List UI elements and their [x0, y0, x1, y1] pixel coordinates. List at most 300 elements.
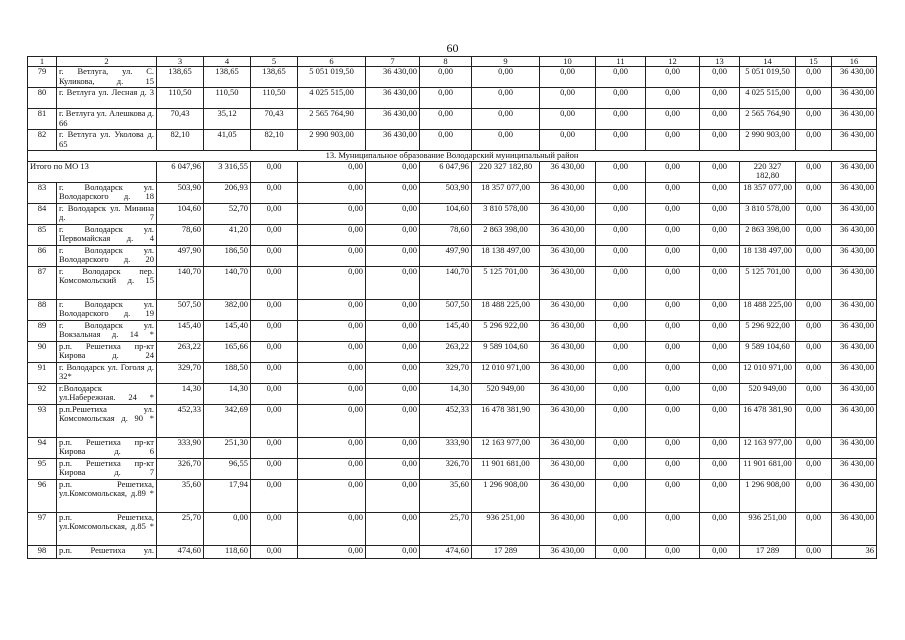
value-cell-col-15: 0,00: [796, 203, 832, 224]
value-cell-col-6: 0,00: [298, 404, 366, 437]
column-number: 9: [472, 57, 540, 67]
value-cell-col-11: 0,00: [596, 479, 646, 512]
value-cell-col-8: 14,30: [420, 383, 472, 404]
value-cell-col-9: 2 863 398,00: [472, 224, 540, 245]
table-row: [28, 383, 877, 404]
value-cell-col-12: 0,00: [646, 479, 700, 512]
value-cell-col-8: 0,00: [420, 67, 472, 88]
column-number: 7: [366, 57, 420, 67]
value-cell-col-3: 503,90: [157, 182, 204, 203]
value-cell-col-13: 0,00: [700, 404, 740, 437]
value-cell-col-11: 0,00: [596, 182, 646, 203]
row-number: 88: [28, 299, 57, 320]
value-cell-col-6: 0,00: [298, 245, 366, 266]
value-cell-col-9: 17 289: [472, 545, 540, 558]
value-cell-col-5: 0,00: [251, 437, 298, 458]
value-cell-col-15: 0,00: [796, 109, 832, 130]
column-number: 5: [251, 57, 298, 67]
value-cell-col-14: 18 357 077,00: [740, 182, 796, 203]
value-cell-col-12: 0,00: [646, 67, 700, 88]
value-cell-col-16: 36 430,00: [832, 512, 877, 545]
value-cell-col-11: 0,00: [596, 203, 646, 224]
table-row: [28, 362, 877, 383]
value-cell-col-11: 0,00: [596, 299, 646, 320]
value-cell-col-11: 0,00: [596, 88, 646, 109]
value-cell-col-16: 36 430,00: [832, 383, 877, 404]
column-number: 11: [596, 57, 646, 67]
value-cell-col-10: 36 430,00: [540, 383, 596, 404]
value-cell-col-10: 36 430,00: [540, 437, 596, 458]
value-cell-col-5: 138,65: [251, 67, 298, 88]
value-cell-col-10: 36 430,00: [540, 320, 596, 341]
address-cell: г. Ветлуга ул. Лесная д. 3: [57, 88, 157, 109]
value-cell-col-13: 0,00: [700, 458, 740, 479]
value-cell-col-14: 1 296 908,00: [740, 479, 796, 512]
value-cell-col-3: 14,30: [157, 383, 204, 404]
total-cell: 0,00: [596, 161, 646, 182]
value-cell-col-16: 36 430,00: [832, 203, 877, 224]
table-row: [28, 299, 877, 320]
value-cell-col-16: 36 430,00: [832, 130, 877, 151]
value-cell-col-15: 0,00: [796, 67, 832, 88]
value-cell-col-4: 251,30: [204, 437, 251, 458]
column-number: 3: [157, 57, 204, 67]
value-cell-col-15: 0,00: [796, 320, 832, 341]
total-cell: 220 327 182,80: [472, 161, 540, 182]
value-cell-col-11: 0,00: [596, 245, 646, 266]
value-cell-col-5: 0,00: [251, 224, 298, 245]
value-cell-col-11: 0,00: [596, 512, 646, 545]
column-number: 14: [740, 57, 796, 67]
value-cell-col-3: 145,40: [157, 320, 204, 341]
value-cell-col-8: 25,70: [420, 512, 472, 545]
value-cell-col-15: 0,00: [796, 362, 832, 383]
row-number: 98: [28, 545, 57, 558]
value-cell-col-6: 0,00: [298, 320, 366, 341]
value-cell-col-9: 0,00: [472, 88, 540, 109]
value-cell-col-13: 0,00: [700, 67, 740, 88]
value-cell-col-7: 0,00: [366, 266, 420, 299]
value-cell-col-6: 0,00: [298, 545, 366, 558]
value-cell-col-15: 0,00: [796, 545, 832, 558]
row-number: 93: [28, 404, 57, 437]
value-cell-col-13: 0,00: [700, 545, 740, 558]
value-cell-col-12: 0,00: [646, 362, 700, 383]
table-row: [28, 67, 877, 88]
value-cell-col-11: 0,00: [596, 458, 646, 479]
value-cell-col-6: 0,00: [298, 362, 366, 383]
value-cell-col-7: 0,00: [366, 182, 420, 203]
value-cell-col-7: 36 430,00: [366, 130, 420, 151]
value-cell-col-7: 0,00: [366, 320, 420, 341]
value-cell-col-14: 3 810 578,00: [740, 203, 796, 224]
value-cell-col-4: 35,12: [204, 109, 251, 130]
value-cell-col-14: 5 296 922,00: [740, 320, 796, 341]
total-cell: 0,00: [366, 161, 420, 182]
value-cell-col-14: 9 589 104,60: [740, 341, 796, 362]
table-row: [28, 341, 877, 362]
value-cell-col-6: 0,00: [298, 437, 366, 458]
value-cell-col-13: 0,00: [700, 203, 740, 224]
column-number: 10: [540, 57, 596, 67]
value-cell-col-6: 0,00: [298, 479, 366, 512]
value-cell-col-10: 36 430,00: [540, 299, 596, 320]
value-cell-col-6: 0,00: [298, 458, 366, 479]
value-cell-col-4: 342,69: [204, 404, 251, 437]
value-cell-col-14: 4 025 515,00: [740, 88, 796, 109]
value-cell-col-7: 0,00: [366, 404, 420, 437]
value-cell-col-4: 41,20: [204, 224, 251, 245]
table-row: [28, 109, 877, 130]
value-cell-col-5: 0,00: [251, 545, 298, 558]
address-cell: р.п. Решетиха пр-кт Кирова д. 6: [57, 437, 157, 458]
value-cell-col-12: 0,00: [646, 437, 700, 458]
value-cell-col-5: 0,00: [251, 203, 298, 224]
value-cell-col-8: 0,00: [420, 109, 472, 130]
total-cell: 0,00: [298, 161, 366, 182]
value-cell-col-3: 452,33: [157, 404, 204, 437]
value-cell-col-10: 36 430,00: [540, 512, 596, 545]
value-cell-col-8: 140,70: [420, 266, 472, 299]
value-cell-col-12: 0,00: [646, 109, 700, 130]
value-cell-col-9: 5 125 701,00: [472, 266, 540, 299]
total-cell: 6 047,96: [420, 161, 472, 182]
value-cell-col-4: 96,55: [204, 458, 251, 479]
value-cell-col-6: 0,00: [298, 224, 366, 245]
row-number: 94: [28, 437, 57, 458]
value-cell-col-11: 0,00: [596, 320, 646, 341]
table-row: [28, 458, 877, 479]
value-cell-col-7: 0,00: [366, 299, 420, 320]
value-cell-col-11: 0,00: [596, 545, 646, 558]
address-cell: р.п. Решетиха, ул.Комсомольская, д.85 *: [57, 512, 157, 545]
value-cell-col-12: 0,00: [646, 383, 700, 404]
value-cell-col-4: 138,65: [204, 67, 251, 88]
value-cell-col-15: 0,00: [796, 266, 832, 299]
column-number-row: [28, 57, 877, 67]
value-cell-col-14: 520 949,00: [740, 383, 796, 404]
value-cell-col-4: 165,66: [204, 341, 251, 362]
value-cell-col-16: 36 430,00: [832, 224, 877, 245]
value-cell-col-3: 110,50: [157, 88, 204, 109]
value-cell-col-11: 0,00: [596, 130, 646, 151]
value-cell-col-8: 497,90: [420, 245, 472, 266]
value-cell-col-9: 5 296 922,00: [472, 320, 540, 341]
value-cell-col-9: 12 163 977,00: [472, 437, 540, 458]
value-cell-col-7: 0,00: [366, 512, 420, 545]
value-cell-col-7: 0,00: [366, 341, 420, 362]
value-cell-col-12: 0,00: [646, 203, 700, 224]
table-row: [28, 404, 877, 437]
value-cell-col-8: 78,60: [420, 224, 472, 245]
value-cell-col-11: 0,00: [596, 67, 646, 88]
row-number: 89: [28, 320, 57, 341]
row-number: 96: [28, 479, 57, 512]
value-cell-col-3: 333,90: [157, 437, 204, 458]
value-cell-col-14: 2 863 398,00: [740, 224, 796, 245]
value-cell-col-9: 18 138 497,00: [472, 245, 540, 266]
value-cell-col-16: 36 430,00: [832, 88, 877, 109]
table-row: [28, 130, 877, 151]
value-cell-col-16: 36 430,00: [832, 479, 877, 512]
value-cell-col-14: 936 251,00: [740, 512, 796, 545]
value-cell-col-13: 0,00: [700, 383, 740, 404]
address-cell: р.п. Решетиха ул.: [57, 545, 157, 558]
value-cell-col-13: 0,00: [700, 512, 740, 545]
address-cell: г. Володарск ул. Минина д. 7: [57, 203, 157, 224]
value-cell-col-7: 36 430,00: [366, 67, 420, 88]
value-cell-col-4: 110,50: [204, 88, 251, 109]
value-cell-col-5: 0,00: [251, 320, 298, 341]
value-cell-col-4: 186,50: [204, 245, 251, 266]
value-cell-col-8: 326,70: [420, 458, 472, 479]
value-cell-col-3: 138,65: [157, 67, 204, 88]
value-cell-col-16: 36 430,00: [832, 109, 877, 130]
value-cell-col-3: 329,70: [157, 362, 204, 383]
value-cell-col-16: 36 430,00: [832, 245, 877, 266]
value-cell-col-5: 0,00: [251, 182, 298, 203]
value-cell-col-9: 520 949,00: [472, 383, 540, 404]
value-cell-col-12: 0,00: [646, 266, 700, 299]
value-cell-col-3: 35,60: [157, 479, 204, 512]
value-cell-col-13: 0,00: [700, 245, 740, 266]
value-cell-col-13: 0,00: [700, 362, 740, 383]
value-cell-col-12: 0,00: [646, 88, 700, 109]
value-cell-col-3: 25,70: [157, 512, 204, 545]
value-cell-col-4: 140,70: [204, 266, 251, 299]
value-cell-col-4: 145,40: [204, 320, 251, 341]
value-cell-col-10: 36 430,00: [540, 545, 596, 558]
row-number: 97: [28, 512, 57, 545]
value-cell-col-13: 0,00: [700, 182, 740, 203]
value-cell-col-7: 0,00: [366, 437, 420, 458]
value-cell-col-6: 2 565 764,90: [298, 109, 366, 130]
column-number: 6: [298, 57, 366, 67]
value-cell-col-5: 0,00: [251, 299, 298, 320]
rows-before: [28, 67, 877, 151]
value-cell-col-12: 0,00: [646, 130, 700, 151]
value-cell-col-6: 0,00: [298, 266, 366, 299]
value-cell-col-14: 12 163 977,00: [740, 437, 796, 458]
value-cell-col-6: 0,00: [298, 341, 366, 362]
value-cell-col-4: 0,00: [204, 512, 251, 545]
value-cell-col-7: 36 430,00: [366, 88, 420, 109]
total-cell: 6 047,96: [157, 161, 204, 182]
column-number: 16: [832, 57, 877, 67]
value-cell-col-9: 11 901 681,00: [472, 458, 540, 479]
value-cell-col-9: 18 488 225,00: [472, 299, 540, 320]
value-cell-col-7: 0,00: [366, 203, 420, 224]
address-cell: г. Володарск ул. Первомайская д. 4: [57, 224, 157, 245]
column-number: 8: [420, 57, 472, 67]
value-cell-col-13: 0,00: [700, 479, 740, 512]
value-cell-col-8: 474,60: [420, 545, 472, 558]
value-cell-col-15: 0,00: [796, 458, 832, 479]
value-cell-col-13: 0,00: [700, 109, 740, 130]
value-cell-col-11: 0,00: [596, 266, 646, 299]
total-cell: 0,00: [251, 161, 298, 182]
table-row: [28, 266, 877, 299]
row-number: 85: [28, 224, 57, 245]
table-row: [28, 545, 877, 558]
value-cell-col-11: 0,00: [596, 437, 646, 458]
address-cell: г. Володарск ул. Гоголя д. 32*: [57, 362, 157, 383]
value-cell-col-6: 0,00: [298, 512, 366, 545]
value-cell-col-16: 36 430,00: [832, 67, 877, 88]
value-cell-col-7: 0,00: [366, 545, 420, 558]
value-cell-col-8: 329,70: [420, 362, 472, 383]
address-cell: г. Ветлуга, ул. С. Куликова, д. 15: [57, 67, 157, 88]
total-cell: 0,00: [796, 161, 832, 182]
value-cell-col-13: 0,00: [700, 341, 740, 362]
total-cell: 220 327 182,80: [740, 161, 796, 182]
address-cell: г. Ветлуга ул. Уколова д. 65: [57, 130, 157, 151]
value-cell-col-7: 0,00: [366, 479, 420, 512]
value-cell-col-11: 0,00: [596, 362, 646, 383]
value-cell-col-13: 0,00: [700, 266, 740, 299]
value-cell-col-9: 1 296 908,00: [472, 479, 540, 512]
value-cell-col-15: 0,00: [796, 88, 832, 109]
value-cell-col-12: 0,00: [646, 182, 700, 203]
value-cell-col-13: 0,00: [700, 299, 740, 320]
table-row: [28, 437, 877, 458]
value-cell-col-14: 17 289: [740, 545, 796, 558]
value-cell-col-15: 0,00: [796, 479, 832, 512]
value-cell-col-15: 0,00: [796, 245, 832, 266]
value-cell-col-3: 70,43: [157, 109, 204, 130]
value-cell-col-12: 0,00: [646, 224, 700, 245]
value-cell-col-7: 0,00: [366, 245, 420, 266]
total-cell: 0,00: [646, 161, 700, 182]
value-cell-col-11: 0,00: [596, 404, 646, 437]
value-cell-col-3: 140,70: [157, 266, 204, 299]
value-cell-col-3: 326,70: [157, 458, 204, 479]
value-cell-col-8: 145,40: [420, 320, 472, 341]
value-cell-col-5: 70,43: [251, 109, 298, 130]
value-cell-col-13: 0,00: [700, 437, 740, 458]
value-cell-col-8: 503,90: [420, 182, 472, 203]
table-row: [28, 224, 877, 245]
total-cell: 3 316,55: [204, 161, 251, 182]
value-cell-col-8: 507,50: [420, 299, 472, 320]
value-cell-col-16: 36: [832, 545, 877, 558]
table-row: [28, 182, 877, 203]
value-cell-col-6: 4 025 515,00: [298, 88, 366, 109]
value-cell-col-13: 0,00: [700, 88, 740, 109]
value-cell-col-6: 0,00: [298, 182, 366, 203]
value-cell-col-12: 0,00: [646, 458, 700, 479]
page-number: 60: [446, 41, 459, 55]
value-cell-col-6: 0,00: [298, 383, 366, 404]
value-cell-col-10: 0,00: [540, 130, 596, 151]
value-cell-col-14: 11 901 681,00: [740, 458, 796, 479]
value-cell-col-7: 36 430,00: [366, 109, 420, 130]
value-cell-col-16: 36 430,00: [832, 362, 877, 383]
value-cell-col-16: 36 430,00: [832, 320, 877, 341]
row-number: 81: [28, 109, 57, 130]
value-cell-col-4: 188,50: [204, 362, 251, 383]
value-cell-col-7: 0,00: [366, 362, 420, 383]
value-cell-col-9: 3 810 578,00: [472, 203, 540, 224]
value-cell-col-12: 0,00: [646, 320, 700, 341]
value-cell-col-6: 2 990 903,00: [298, 130, 366, 151]
value-cell-col-4: 52,70: [204, 203, 251, 224]
value-cell-col-16: 36 430,00: [832, 404, 877, 437]
value-cell-col-10: 36 430,00: [540, 479, 596, 512]
value-cell-col-12: 0,00: [646, 245, 700, 266]
total-row: [28, 161, 877, 182]
value-cell-col-3: 497,90: [157, 245, 204, 266]
row-number: 91: [28, 362, 57, 383]
row-number: 90: [28, 341, 57, 362]
value-cell-col-6: 5 051 019,50: [298, 67, 366, 88]
value-cell-col-15: 0,00: [796, 512, 832, 545]
row-number: 92: [28, 383, 57, 404]
value-cell-col-12: 0,00: [646, 299, 700, 320]
value-cell-col-13: 0,00: [700, 224, 740, 245]
address-cell: г. Володарск ул. Володарского д. 18: [57, 182, 157, 203]
value-cell-col-15: 0,00: [796, 224, 832, 245]
address-cell: р.п. Решетиха, ул.Комсомольская, д.89 *: [57, 479, 157, 512]
value-cell-col-9: 0,00: [472, 109, 540, 130]
row-number: 80: [28, 88, 57, 109]
value-cell-col-15: 0,00: [796, 383, 832, 404]
value-cell-col-12: 0,00: [646, 545, 700, 558]
value-cell-col-15: 0,00: [796, 404, 832, 437]
value-cell-col-3: 78,60: [157, 224, 204, 245]
value-cell-col-9: 9 589 104,60: [472, 341, 540, 362]
value-cell-col-10: 36 430,00: [540, 458, 596, 479]
table-row: [28, 245, 877, 266]
value-cell-col-10: 36 430,00: [540, 266, 596, 299]
rows-after: [28, 182, 877, 558]
table-row: [28, 512, 877, 545]
value-cell-col-14: 18 138 497,00: [740, 245, 796, 266]
value-cell-col-5: 0,00: [251, 266, 298, 299]
value-cell-col-11: 0,00: [596, 341, 646, 362]
value-cell-col-5: 0,00: [251, 479, 298, 512]
column-number: 15: [796, 57, 832, 67]
section-row: [28, 151, 877, 161]
value-cell-col-11: 0,00: [596, 109, 646, 130]
table-row: [28, 88, 877, 109]
register-table: [27, 56, 877, 559]
address-cell: г. Володарск ул. Вокзальная д. 14 *: [57, 320, 157, 341]
value-cell-col-14: 5 125 701,00: [740, 266, 796, 299]
value-cell-col-4: 382,00: [204, 299, 251, 320]
column-number: 1: [28, 57, 57, 67]
total-cell: 36 430,00: [832, 161, 877, 182]
value-cell-col-5: 0,00: [251, 512, 298, 545]
total-cell: 0,00: [700, 161, 740, 182]
value-cell-col-11: 0,00: [596, 224, 646, 245]
total-cell: 36 430,00: [540, 161, 596, 182]
table-row: [28, 203, 877, 224]
row-number: 95: [28, 458, 57, 479]
table-row: [28, 320, 877, 341]
value-cell-col-8: 333,90: [420, 437, 472, 458]
value-cell-col-16: 36 430,00: [832, 182, 877, 203]
value-cell-col-8: 263,22: [420, 341, 472, 362]
value-cell-col-13: 0,00: [700, 320, 740, 341]
value-cell-col-15: 0,00: [796, 437, 832, 458]
value-cell-col-5: 0,00: [251, 245, 298, 266]
value-cell-col-9: 18 357 077,00: [472, 182, 540, 203]
value-cell-col-16: 36 430,00: [832, 458, 877, 479]
value-cell-col-3: 474,60: [157, 545, 204, 558]
total-label: Итого по МО 13: [28, 161, 157, 182]
value-cell-col-10: 36 430,00: [540, 203, 596, 224]
